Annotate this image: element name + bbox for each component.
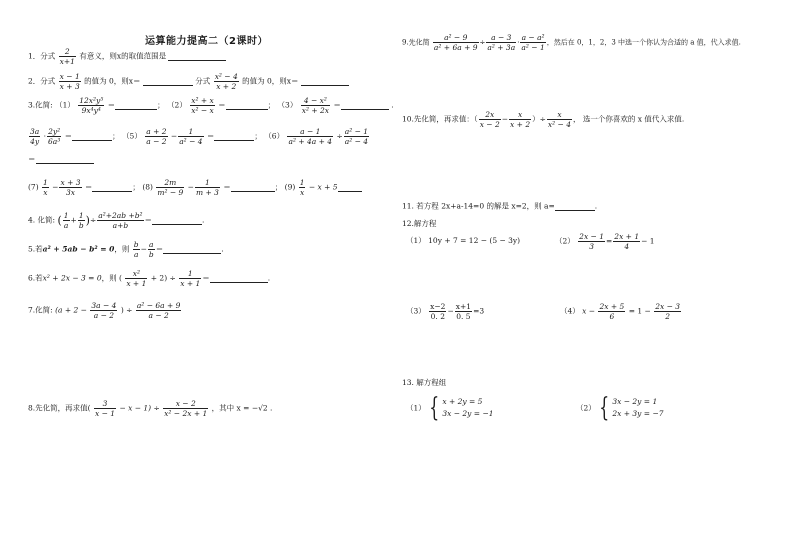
q7-numerator-1: 3a − 4 <box>91 301 117 310</box>
q8-text: 8.先化简，再求值( <box>28 403 91 413</box>
q3-p5-numerator-2: 1 <box>178 127 203 137</box>
q2-mid-a: 的值为 0，则x＝ <box>84 76 141 86</box>
q3-p9-label: (9) <box>284 182 296 192</box>
q4-b-numerator: 1 <box>78 211 84 220</box>
q9-numerator-3: a − a² <box>521 33 545 42</box>
q3-p3-numerator: 4 − x² <box>301 96 330 106</box>
q12-e2-numerator-2: 2x + 1 <box>614 232 640 241</box>
q12-e3-denominator-1: 0. 2 <box>430 312 445 321</box>
q12-e2-label: （2） <box>555 236 575 246</box>
q2-f2-denominator: x + 2 <box>216 82 237 91</box>
q10-tail: 选一个你喜欢的 x 值代入求值. <box>582 114 685 124</box>
q3-p4-fraction-1 <box>29 127 40 146</box>
q10-numerator-2: x <box>509 110 531 120</box>
question-9: 9.先化简 $\frac{\text{a² − 9}}{\text{a² + 6a + 9}}$ ÷ $\frac{a - 3}{\text{a² + 3a}}$ · $\frac{\text{a − a²}}{\text{a² − 1}}$ ，然后在 0，1，2，3 中选一个你认为合适的 a 值，代入求值. <box>402 33 741 52</box>
q2-f1-numerator: x − 1 <box>59 72 80 81</box>
q10-fraction-2 <box>509 110 531 129</box>
q3-p3-denominator: x² + 2x <box>301 106 330 115</box>
question-7 <box>28 301 182 320</box>
q3-p4-blank[interactable] <box>72 132 112 141</box>
q12-label: 12.解方程 <box>402 219 437 228</box>
q10-denominator-1: x − 2 <box>479 120 500 129</box>
q11-blank[interactable] <box>555 201 598 211</box>
q12-equation-1: （1） 10y + 7 = 12 − (5 − 3y) <box>406 236 521 245</box>
q3-p3-label: （3） <box>277 100 298 110</box>
q12-e3-numerator-2: x+1 <box>455 302 472 311</box>
q6-numerator-2: 1 <box>179 269 201 279</box>
q10-denominator-2: x + 2 <box>510 120 531 129</box>
q4-text: 4. 化简: <box>28 215 56 225</box>
q2-f2-numerator: x² − 4 <box>214 72 238 81</box>
q7-denominator-1: a − 2 <box>93 311 115 320</box>
q10-mid: ）÷ <box>532 114 546 124</box>
q8-denominator-2: x² − 2x + 1 <box>164 409 208 418</box>
q3-p6-fraction-2 <box>344 127 369 146</box>
q12-e4-part-b: = 1 − <box>628 306 651 316</box>
q12-e3-numerator-1: x−2 <box>430 302 446 311</box>
question-5: 5.若a² + 5ab − b² = 0，则 $\frac{b}{a}$ − $\frac{a}{b}$ ＝ . <box>28 240 224 259</box>
q12-e2-equals: = <box>606 236 613 246</box>
q13-s1-brace: { <box>429 393 440 423</box>
q3-p5-fraction-1 <box>145 127 167 146</box>
q12-e2-tail: − 1 <box>641 236 655 246</box>
q3-p8-denominator-2: m + 3 <box>195 188 219 197</box>
q6-fraction-2 <box>179 269 201 288</box>
q4-c-numerator: a²+2ab +b² <box>98 211 143 220</box>
q9-fraction-3 <box>520 33 545 52</box>
q12-e4-label: （4） <box>560 306 580 316</box>
q3-p8-fraction-2 <box>195 178 220 197</box>
q5-denominator-1: a <box>133 250 139 259</box>
q12-e3-label: （3） <box>406 306 426 316</box>
q6-denominator-1: x + 1 <box>126 279 147 288</box>
question-6: 6.若x² + 2x − 3 = 0，则 ( $\frac{\text{x²}}{x + 1}$ + 2) ÷ $\frac{1}{x + 1}$ ＝ . <box>28 269 271 288</box>
q3-p1-fraction <box>78 96 104 115</box>
q5-expression: a² + 5ab − b² = 0 <box>42 244 115 254</box>
q3-p6-denominator-1: a² + 4a + 4 <box>288 137 333 146</box>
q4-fraction-1a <box>63 211 70 230</box>
q3-label: 3.化简: <box>28 100 53 110</box>
q7-part-b: ) ÷ <box>120 305 133 315</box>
q3-p2-label: （2） <box>167 100 187 110</box>
question-3-row-1: 3.化简: （1） $\frac{\text{12x²y⁵}}{\text{9x⁴y⁴}}$ ＝ ； （2） $\frac{\text{x² + x}}{\text{x² − x}}$ ＝ ； （3） $\frac{\text{4 − x²}}{\text{x² + 2x}}$ ＝ . <box>28 96 394 115</box>
q2-answer-blank-2[interactable] <box>301 77 349 86</box>
q3-p7-fraction-2 <box>59 178 81 197</box>
q5-fraction-2 <box>148 240 155 259</box>
q5-then: 则 <box>121 244 130 254</box>
q3-p2-blank[interactable] <box>226 101 268 110</box>
q10-fraction-1 <box>479 110 501 129</box>
q8-numerator-2: x − 2 <box>163 399 208 409</box>
q3-p7-label: (7) <box>28 182 39 192</box>
q13-s1-label: （1） <box>406 403 426 413</box>
q3-p7-numerator-2: x + 3 <box>60 178 81 187</box>
q9-denominator-3: a² − 1 <box>521 43 545 52</box>
q5-blank[interactable] <box>163 245 221 254</box>
q1-text: 分式 <box>40 51 56 61</box>
q12-e4-numerator-2: 2x − 3 <box>655 302 681 311</box>
q5-text: 5.若 <box>28 244 43 254</box>
q12-e2-fraction-1 <box>578 232 605 251</box>
q3-p5-denominator-2: a² − 4 <box>179 137 203 146</box>
q3-p6-denominator-2: a² − 4 <box>344 137 369 146</box>
q13-s2-line-2: 2x + 3y = −7 <box>612 409 664 418</box>
q8-fraction-2 <box>163 399 208 418</box>
q8-tail: ，其中 x = −√2 . <box>211 403 273 413</box>
q4-a-numerator: 1 <box>63 211 69 220</box>
q12-equation-4 <box>560 302 682 321</box>
q3-p6-numerator-1: a − 1 <box>287 127 333 137</box>
question-4: 4. 化简: ( $\frac{1}{a}$ + $\frac{1}{b}$ )÷ $\frac{\text{a²+2ab +b²}}{a+b}$ ＝ . <box>28 211 205 230</box>
q12-e3-fraction-2 <box>455 302 472 321</box>
q12-e3-denominator-2: 0. 5 <box>456 312 471 321</box>
q3-p1-denominator: 9x⁴y⁴ <box>81 106 101 115</box>
q8-fraction-1 <box>94 399 116 418</box>
q6-text: 6.若 <box>28 273 43 283</box>
q7-fraction-2 <box>136 301 182 320</box>
q10-denominator-3: x² − 4 <box>547 120 571 129</box>
q3-p9-numerator: 1 <box>299 178 305 187</box>
q13-system-2 <box>576 395 664 421</box>
q12-e4-denominator-2: 2 <box>665 312 670 321</box>
q13-s2-label: （2） <box>576 403 596 413</box>
question-10: 10.先化简，再求值：（ $\frac{2x}{x - 2}$ − $\frac{x}{x + 2}$ ）÷ $\frac{x}{\text{x² − 4}}$ ， 选一个你喜欢的 x 值代入求值. <box>402 110 685 129</box>
q5-numerator-1: b <box>133 240 139 249</box>
q2-mid-b: 的值为 0，则x＝ <box>242 76 299 86</box>
q3-p6-numerator-2: a² − 1 <box>344 127 369 136</box>
q9-numerator-2: a − 3 <box>486 33 516 43</box>
q6-expression: x² + 2x − 3 = 0 <box>42 273 102 283</box>
q7-fraction-1 <box>90 301 117 320</box>
q1-number: 1． <box>28 51 41 61</box>
q3-p8-label: (8) <box>142 182 153 192</box>
q12-e2-fraction-2 <box>613 232 640 251</box>
q3-p1-blank[interactable] <box>115 101 157 110</box>
q3-p6-fraction-1 <box>287 127 333 146</box>
q3-p8-numerator-2: 1 <box>195 178 220 188</box>
q2-fraction-2 <box>214 72 239 91</box>
q12-e3-tail: =3 <box>473 306 485 316</box>
q3-p8-numerator-1: 2m <box>156 178 184 188</box>
q9-numerator-1: a² − 9 <box>433 33 479 43</box>
q2-number: 2． <box>28 76 41 86</box>
q3-p5-blank[interactable] <box>214 132 254 141</box>
q3-p9-blank[interactable] <box>338 183 362 192</box>
q3-p3-blank[interactable] <box>341 101 389 110</box>
q3-p5-label: （5） <box>122 131 142 141</box>
q13-label: 13. 解方程组 <box>402 378 447 387</box>
q2-f1-denominator: x + 3 <box>59 82 80 91</box>
q4-fraction-2 <box>97 211 143 230</box>
q3-p7-blank[interactable] <box>92 183 132 192</box>
q10-numerator-1: 2x <box>479 110 501 120</box>
q2-text-a: 分式 <box>40 76 56 86</box>
q12-e4-fraction-2 <box>654 302 681 321</box>
page-title: 运算能力提高二（2课时） <box>145 36 268 47</box>
q7-text: 7.化简: <box>28 305 53 315</box>
q1-tail: 有意义，则x的取值范围是 <box>79 51 167 61</box>
q5-fraction-1 <box>133 240 140 259</box>
q12-e4-fraction-1 <box>598 302 625 321</box>
q8-numerator-1: 3 <box>94 399 116 409</box>
q3-p2-denominator: x² − x <box>191 106 214 115</box>
question-11 <box>402 202 597 211</box>
q5-numerator-2: a <box>149 240 154 249</box>
q3-p4-fraction-2 <box>47 127 61 146</box>
q13-s1-line-1: x + 2y = 5 <box>442 397 483 406</box>
q3-p4-denominator-2: 6a³ <box>48 137 61 146</box>
q3-p4-denominator-1: 4y <box>30 137 40 146</box>
q3-p5-denominator-1: a − 2 <box>146 137 167 146</box>
q1-answer-blank[interactable] <box>168 52 226 61</box>
q2-text-b: 分式 <box>195 76 211 86</box>
q6-denominator-2: x + 1 <box>180 279 201 288</box>
q12-e4-denominator-1: 6 <box>609 312 615 321</box>
q6-fraction-1 <box>125 269 147 288</box>
q13-system-1 <box>406 395 494 421</box>
q8-mid: − x − 1) ÷ <box>119 403 160 413</box>
q3-p8-denominator-1: m² − 9 <box>157 188 184 197</box>
q3-p9-fraction <box>299 178 306 197</box>
q7-part-a: (a + 2 − <box>55 305 87 315</box>
q3-p2-fraction <box>190 96 215 115</box>
q8-denominator-1: x − 1 <box>94 409 116 418</box>
question-8 <box>28 399 272 418</box>
question-1 <box>28 47 226 66</box>
q4-fraction-1b <box>78 211 85 230</box>
question-3-row-2-answer <box>28 155 94 164</box>
q9-denominator-1: a² + 6a + 9 <box>433 43 478 52</box>
q7-denominator-2: a − 2 <box>148 311 169 320</box>
q3-p1-numerator: 12x²y⁵ <box>79 96 104 105</box>
q12-e4-numerator-1: 2x + 5 <box>599 302 625 311</box>
q4-c-denominator: a+b <box>112 221 129 230</box>
q12-e4-part-a: x − <box>582 306 596 316</box>
q1-numerator: 2 <box>59 47 76 57</box>
q9-fraction-1 <box>433 33 479 52</box>
q5-denominator-2: b <box>148 250 154 259</box>
q3-p6-equals: ＝ <box>28 154 36 164</box>
q2-answer-blank-1[interactable] <box>143 77 193 86</box>
q11-end: . <box>594 201 598 211</box>
q11-text: 11. 若方程 2x+a-14=0 的解是 x=2，则 a= <box>402 201 555 211</box>
q3-p7-numerator-1: 1 <box>43 178 48 187</box>
q2-fraction-1 <box>59 72 81 91</box>
q3-p5-fraction-2 <box>178 127 203 146</box>
q7-numerator-2: a² − 6a + 9 <box>136 301 181 310</box>
q3-p6-label: （6） <box>264 131 285 141</box>
q12-e3-fraction-1 <box>429 302 446 321</box>
q10-text: 10.先化简，再求值：（ <box>402 114 478 124</box>
q9-text: 9.先化简 <box>402 38 430 47</box>
q3-p5-numerator-1: a + 2 <box>146 127 167 136</box>
question-3-row-2: $\frac{3a}{4y}$ · $\frac{\text{2y²}}{\text{6a³}}$ ＝ ； （5） $\frac{a + 2}{a - 2}$ − $\frac{1}{\text{a² − 4}}$ ＝ ； （6） $\frac{a - 1}{\text{a² + 4a + 4}}$ ÷ $\frac{\text{a² − 1}}{\text{a² − 4}}$ <box>30 127 369 146</box>
q10-numerator-3: x <box>547 110 572 120</box>
q6-mid: + 2) ÷ <box>150 273 176 283</box>
q3-p7-fraction-1 <box>42 178 49 197</box>
q1-fraction <box>59 47 76 66</box>
q6-blank[interactable] <box>210 274 268 283</box>
q3-p6-blank[interactable] <box>36 155 94 164</box>
q3-p2-numerator: x² + x <box>191 96 214 105</box>
q9-fraction-2 <box>486 33 516 52</box>
question-2 <box>28 72 349 91</box>
q9-denominator-2: a² + 3a <box>487 43 516 52</box>
q3-p9-tail: − x + 5 <box>308 182 338 192</box>
q3-p4-numerator-2: 2y² <box>48 127 61 136</box>
q3-p8-blank[interactable] <box>231 183 275 192</box>
q3-p8-fraction-1 <box>156 178 184 197</box>
question-3-row-3: (7) $\frac{1}{x}$ − $\frac{x + 3}{3x}$ ＝ ； (8) $\frac{2m}{\text{m² − 9}}$ − $\frac{1}{m + 3}$ ＝ ； (9) $\frac{1}{x}$ − x + 5 <box>28 178 362 197</box>
q12-equation-2 <box>555 232 655 251</box>
q12-e2-numerator-1: 2x − 1 <box>579 232 604 241</box>
q13-s2-line-1: 3x − 2y = 1 <box>612 397 658 406</box>
q4-blank[interactable] <box>152 216 202 225</box>
q12-e2-denominator-1: 3 <box>589 242 594 251</box>
q3-p7-denominator-2: 3x <box>65 188 75 197</box>
q4-a-denominator: a <box>63 221 69 230</box>
q6-numerator-1: x² <box>125 269 147 279</box>
q3-p7-denominator-1: x <box>43 188 48 197</box>
q3-p9-denominator: x <box>299 188 305 197</box>
q6-then: 则 ( <box>109 273 122 283</box>
q3-p1-label: （1） <box>55 100 75 110</box>
q13-s1-line-2: 3x − 2y = −1 <box>442 409 494 418</box>
q4-b-denominator: b <box>78 221 84 230</box>
q9-tail: ，然后在 0，1，2，3 中选一个你认为合适的 a 值，代入求值. <box>546 38 741 47</box>
q1-denominator: x+1 <box>59 57 75 66</box>
q13-s2-brace: { <box>599 393 610 423</box>
q3-p3-fraction <box>301 96 330 115</box>
q3-p4-numerator-1: 3a <box>30 127 40 136</box>
q10-fraction-3 <box>547 110 572 129</box>
q12-equation-3: （3） $\frac{x-2}{0. 2}$ − $\frac{x+1}{0. 5}$ =3 <box>406 302 485 321</box>
q12-e2-denominator-2: 4 <box>624 242 630 251</box>
